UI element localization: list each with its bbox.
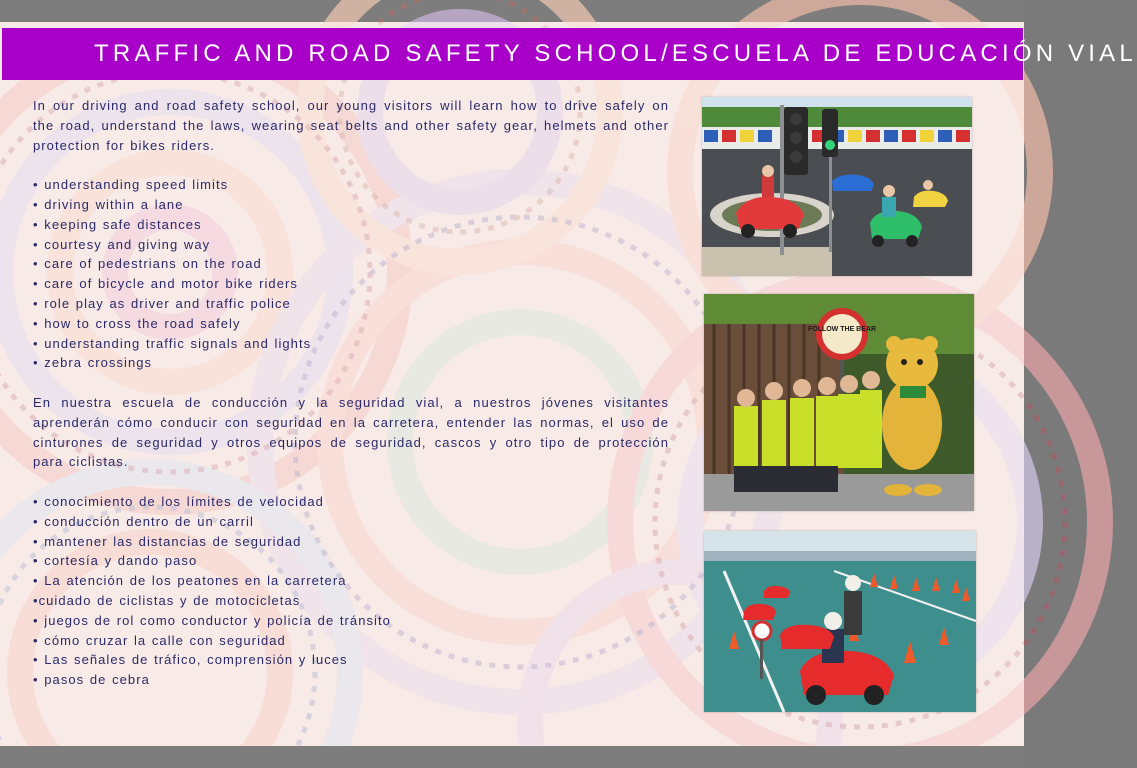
list-item: • cómo cruzar la calle con seguridad (33, 632, 286, 648)
body-text (33, 96, 669, 690)
list-item: • pasos de cebra (33, 672, 150, 688)
follow-the-bear-sign: FOLLOW THE BEAR (807, 326, 877, 333)
photo-red-toy-cars-cones (704, 531, 976, 712)
photo-children-bear-mascot (704, 294, 974, 511)
spanish-list (33, 492, 669, 690)
list-item: • how to cross the road safely (33, 315, 241, 331)
list-item: • driving within a lane (33, 196, 184, 212)
list-item: • understanding speed limits (33, 177, 229, 193)
spanish-intro: En nuestra escuela de conducción y la seguridad vial, a nuestros jóvenes visitantes aprenderán cómo conducir con seguridad en la carretera, entender las normas, el uso de cinturones de seguridad y otros equipos de seguridad, cascos y otro tipo de protección para ciclistas. (33, 394, 669, 470)
english-list (33, 175, 669, 373)
list-item: • keeping safe distances (33, 216, 202, 232)
list-item: • juegos de rol como conductor y policía de tránsito (33, 612, 391, 628)
list-item: • care of pedestrians on the road (33, 256, 262, 272)
list-item: • mantener las distancias de seguridad (33, 533, 302, 549)
list-item: • role play as driver and traffic police (33, 295, 291, 311)
bottom-frame-bar (0, 746, 1024, 768)
list-item: • understanding traffic signals and lights (33, 335, 312, 351)
list-item: • Las señales de tráfico, comprensión y luces (33, 652, 348, 668)
list-item: •cuidado de ciclistas y de motocicletas (33, 592, 301, 608)
english-intro: In our driving and road safety school, our young visitors will learn how to drive safely on the road, understand the laws, wearing seat belts and other safety gear, helmets and other protection for bikes riders. (33, 98, 669, 153)
list-item: • conocimiento de los límites de velocidad (33, 493, 324, 509)
page (0, 22, 1137, 746)
list-item: • La atención de los peatones en la carretera (33, 573, 347, 589)
page-title: TRAFFIC AND ROAD SAFETY SCHOOL/ESCUELA DE EDUCACIÓN VIAL (2, 28, 1023, 80)
list-item: • care of bicycle and motor bike riders (33, 276, 298, 292)
list-item: • conducción dentro de un carril (33, 513, 254, 529)
list-item: • cortesía y dando paso (33, 553, 198, 569)
photo-toy-cars-traffic-signs (702, 97, 972, 276)
list-item: • courtesy and giving way (33, 236, 211, 252)
list-item: • zebra crossings (33, 355, 153, 371)
